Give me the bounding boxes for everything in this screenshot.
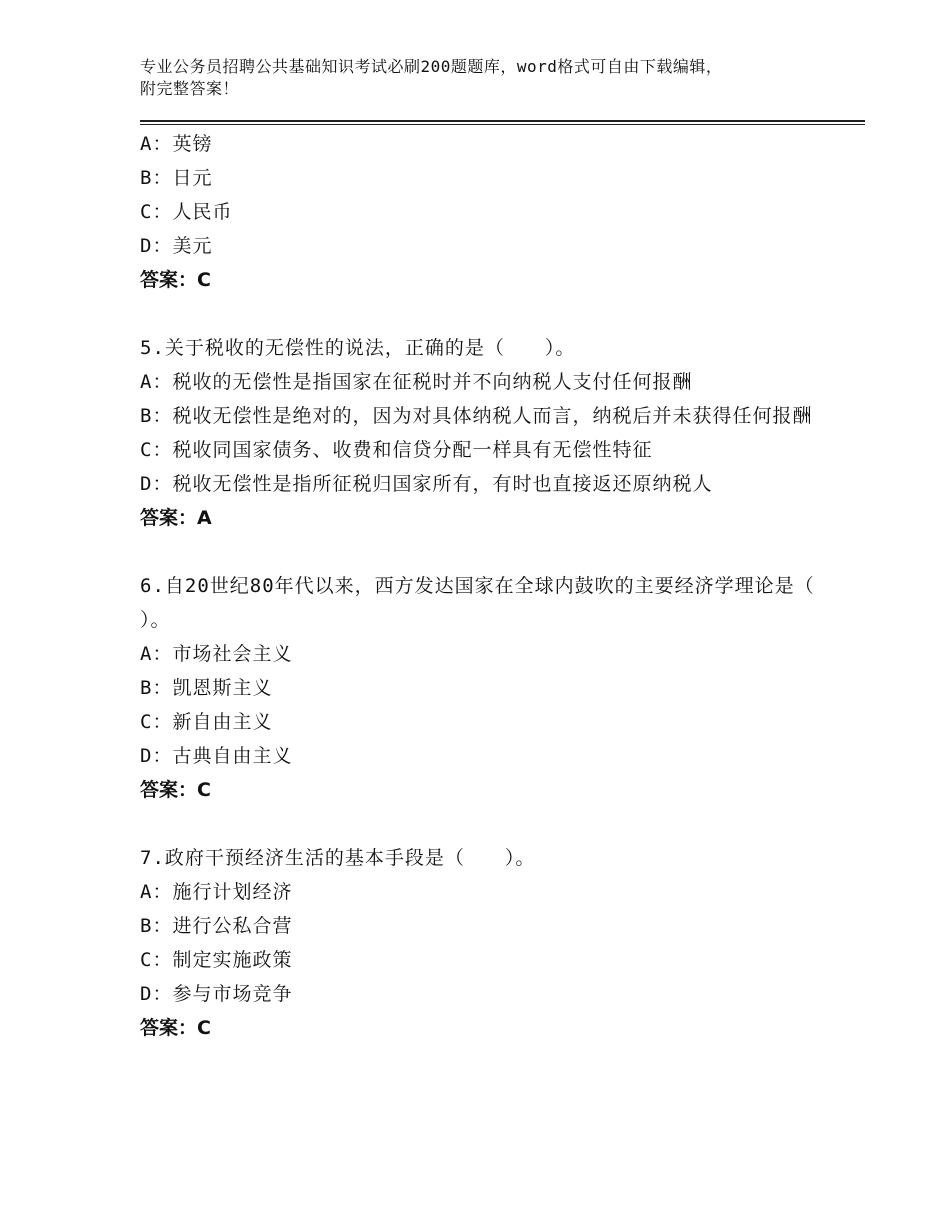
header-line-1: 专业公务员招聘公共基础知识考试必刷200题题库，word格式可自由下载编辑， [140, 57, 723, 76]
question-block-7 [140, 841, 820, 1045]
answer-line: 答案：C [140, 1017, 211, 1039]
option-b: B：进行公私合营 [140, 915, 293, 937]
option-d: D：古典自由主义 [140, 745, 293, 767]
option-d: D：税收无偿性是指所征税归国家所有，有时也直接返还原纳税人 [140, 473, 713, 495]
question-text: 5.关于税收的无偿性的说法，正确的是（ ）。 [140, 337, 576, 359]
document-body [140, 127, 828, 1045]
option-a: A：施行计划经济 [140, 881, 293, 903]
option-c: C：税收同国家债务、收费和信贷分配一样具有无偿性特征 [140, 439, 653, 461]
question-text: 7.政府干预经济生活的基本手段是（ ）。 [140, 847, 536, 869]
option-b: B：凯恩斯主义 [140, 677, 273, 699]
option-a: A：税收的无偿性是指国家在征税时并不向纳税人支付任何报酬 [140, 371, 693, 393]
question-block-prev [140, 127, 820, 297]
question-text: 6.自20世纪80年代以来，西方发达国家在全球内鼓吹的主要经济学理论是（ ）。 [140, 575, 828, 631]
option-a: A：市场社会主义 [140, 643, 293, 665]
option-a: A：英镑 [140, 133, 213, 155]
option-c: C：新自由主义 [140, 711, 273, 733]
question-block-6 [140, 569, 828, 807]
header-rule-thin [140, 124, 865, 125]
question-block-5 [140, 331, 820, 535]
header-rule-thick [140, 120, 865, 122]
option-d: D：美元 [140, 235, 213, 257]
document-header [140, 56, 840, 100]
option-d: D：参与市场竞争 [140, 983, 293, 1005]
option-b: B：日元 [140, 167, 213, 189]
answer-line: 答案：A [140, 507, 212, 529]
option-c: C：制定实施政策 [140, 949, 293, 971]
option-c: C：人民币 [140, 201, 233, 223]
option-b: B：税收无偿性是绝对的，因为对具体纳税人而言，纳税后并未获得任何报酬 [140, 405, 813, 427]
answer-line: 答案：C [140, 779, 211, 801]
header-line-2: 附完整答案！ [140, 79, 240, 98]
answer-line: 答案：C [140, 269, 211, 291]
